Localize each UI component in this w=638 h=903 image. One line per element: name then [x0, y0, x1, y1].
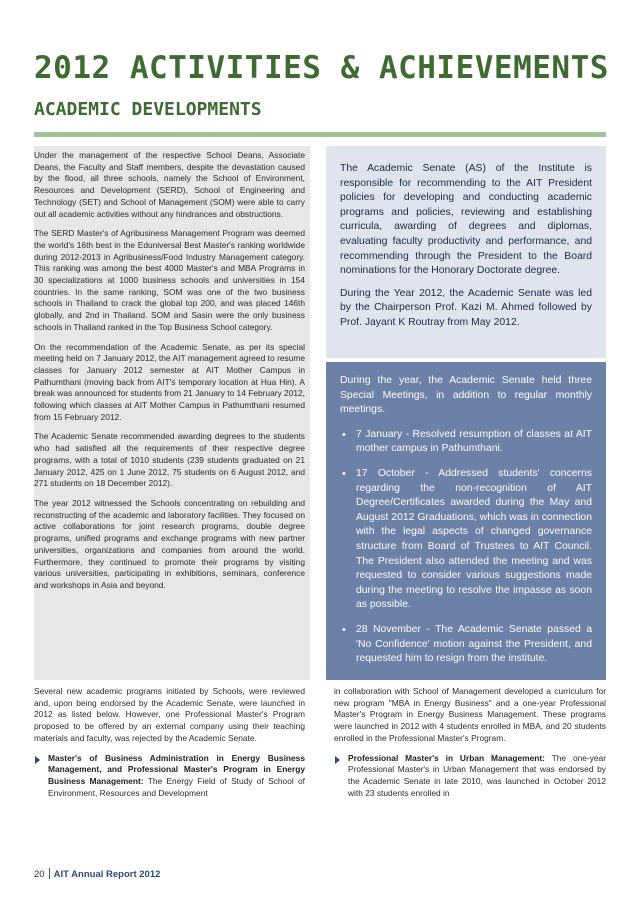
senate-chairperson-text: During the Year 2012, the Academic Senate was led by the Chairperson Prof. Kazi M. Ahmed followed by Prof. Jayant K Routray from May 2012. [340, 287, 592, 328]
bullet-icon: • [342, 623, 346, 636]
paragraph-rebuilding: The year 2012 witnessed the Schools concentrating on rebuilding and reconstructing of the academic and laboratory facilities. They focused on active collaborations for joint research programs, double degree programs, unified programs and exchange programs with new partner universities, organizations and companies from around the world. Furthermore, they continued to promote their programs by visiting various universities, participating in exhibitions, seminars, conference and workshops in Asia and beyond. [34, 497, 305, 590]
meetings-intro: During the year, the Academic Senate held three Special Meetings, in addition to regular monthly meetings. [340, 375, 592, 416]
footer-divider [49, 868, 50, 879]
page-title: 2012 ACTIVITIES & ACHIEVEMENTS [34, 50, 609, 86]
meeting-item [340, 467, 592, 613]
meetings-list [340, 428, 592, 667]
paragraph-resume-classes: On the recommendation of the Academic Senate, as per its special meeting held on 7 January 2012, the AIT management agreed to resume classes for January 2012 semester at AIT Mother Campus in Pathumthani (moving back from AIT's temporary location at Hua Hin). A break was announced for students from 21 January to 14 February 2012, following which classes at AIT Mother Campus in Pathumthani resumed from 15 February 2012. [34, 341, 305, 422]
program-item-text: The Energy Field of Study of School of Environment, Resources and Development [48, 775, 306, 798]
section-title: ACADEMIC DEVELOPMENTS [34, 99, 262, 120]
paragraph-school-management: Under the management of the respective School Deans, Associate Deans, the Faculty and Staff members, despite the devastation caused by the flood, all three schools, namely the School of Environment, Resources and Development (SERD), School of Engineering and Technology (SET) and School of Management (SOM) were able to carry out all academic activities without any hindrances and obstructions. [34, 150, 305, 219]
paragraph-serd-ranking: The SERD Master's of Agribusiness Management Program was deemed the world's 16th best in the Eduniversal Best Master's ranking worldwide during 2012-2013 in Agribusiness/Food Industry Management category. This ranking was among the best 4000 Master's and MBA Programs in 30 specializations at 1000 business schools and universities in 154 countries. In the same ranking, SOM was one of the two business schools in Thailand to crack the global top 200, and was placed 146th globally, and 2nd in Thailand. SOM and Sasin were the only business schools in Thailand ranked in the Top Business School category. [34, 228, 305, 332]
meeting-item-text: 17 October - Addressed students' concerns regarding the non-recognition of AIT Degree/Certificates awarded during the May and August 2012 Graduations, which was in connection with the legal aspects of changed governance structure from Board of Trustees to AIT Council. The President also attended the meeting and was requested to consider various suggestions made during the meeting to resolve the impasse as soon as possible. [356, 467, 592, 611]
arrow-right-icon [335, 756, 340, 764]
paragraph-degrees-awarded: The Academic Senate recommended awarding degrees to the students who had satisfied all the requirements of their respective degree programs, with a total of 1010 students (239 students graduated on 21 January 2012, 425 on 1 June 2012, 75 students on 6 August 2012, and 271 students on 18 December 2012). [34, 431, 305, 489]
left-bottom-column [34, 686, 305, 799]
program-item-urban-management [334, 753, 606, 800]
program-item-title: Professional Master's in Urban Management: [348, 752, 545, 763]
page-number: 20 [34, 869, 45, 880]
bullet-icon: • [342, 428, 346, 441]
right-bottom-column [334, 686, 606, 799]
paragraph-energy-continuation: in collaboration with School of Management developed a curriculum for new program "MBA in Energy Business" and a one-year Professional Master's Program in Energy Business Management. These programs were launched in 2012 with 4 students enrolled in MBA, and 20 students enrolled in the Professional Master's Program. [334, 686, 606, 743]
meeting-item-text: 7 January - Resolved resumption of classes at AIT mother campus in Pathumthani. [356, 428, 592, 455]
meeting-item [340, 428, 592, 457]
page-footer [34, 868, 160, 880]
report-name: AIT Annual Report 2012 [53, 869, 161, 880]
program-item-title: Master's of Business Administration in Energy Business Management, and Professional Master's Program in Energy Business Management: [48, 752, 305, 786]
special-meetings-box [326, 362, 606, 680]
paragraph-new-programs: Several new academic programs initiated by Schools, were reviewed and, upon being endorsed by the Academic Senate, were launched in 2012 as listed below. However, one Professional Master's Program proposed to be offered by an external company using their teaching materials and faculty, was rejected by the Academic Senate. [34, 686, 305, 743]
program-item-energy-business [34, 753, 305, 800]
meeting-item [340, 623, 592, 667]
bullet-icon: • [342, 467, 346, 480]
senate-responsibility-text: The Academic Senate (AS) of the Institute is responsible for recommending to the AIT President policies for developing and conducting academic programs and policies, reviewing and establishing curricula, awarding of degrees and diplomas, evaluating faculty productivity and performance, and recommending through the President to the Board nominations for the Honorary Doctorate degree. [340, 163, 592, 277]
academic-senate-box [326, 146, 606, 358]
meeting-item-text: 28 November - The Academic Senate passed a 'No Confidence' motion against the President, and requested him to resign from the institute. [356, 623, 592, 665]
left-column [34, 150, 305, 600]
arrow-right-icon [35, 756, 40, 764]
title-divider [34, 132, 606, 137]
program-item-text: The one-year Professional Master's in Urban Management that was endorsed by the Academic Senate in late 2010, was launched in October 2012 with 23 students enrolled in [348, 752, 606, 798]
